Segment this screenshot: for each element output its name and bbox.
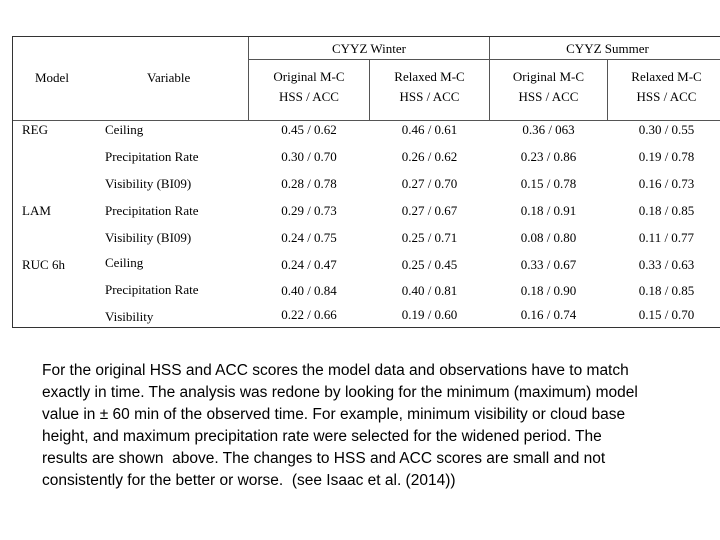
value-cell: 0.27 / 0.70 [401, 176, 458, 191]
value-cell: 0.33 / 0.63 [638, 257, 695, 272]
value-cell: 0.28 / 0.78 [281, 176, 337, 191]
caption-line: height, and maximum precipitation rate were selected for the widened period. The [42, 428, 602, 445]
value-cell: 0.30 / 0.55 [638, 122, 695, 137]
subheader-metric: HSS / ACC [518, 89, 579, 104]
subheader-label: Original M-C [273, 69, 345, 84]
value-cell: 0.18 / 0.85 [638, 203, 695, 218]
value-cell: 0.40 / 0.84 [281, 283, 337, 298]
group-header-summer: CYYZ Summer [566, 41, 649, 56]
subheader-summer-relaxed [608, 67, 720, 107]
variable-cell: Precipitation Rate [105, 282, 199, 297]
divider-group-header [248, 59, 720, 60]
value-cell: 0.40 / 0.81 [401, 283, 458, 298]
value-cell: 0.30 / 0.70 [281, 149, 337, 164]
subheader-winter-relaxed [370, 67, 489, 107]
caption-line: results are shown above. The changes to HSS and ACC scores are small and not [42, 450, 606, 467]
value-cell: 0.24 / 0.75 [281, 230, 337, 245]
variable-cell: Visibility [105, 309, 154, 324]
value-cell: 0.16 / 0.74 [520, 307, 577, 322]
caption-line: value in ± 60 min of the observed time. For example, minimum visibility or cloud base [42, 406, 626, 423]
variable-cell: Precipitation Rate [105, 203, 199, 218]
variable-cell: Precipitation Rate [105, 149, 199, 164]
value-cell: 0.08 / 0.80 [520, 230, 577, 245]
model-column-header: Model [35, 70, 69, 85]
subheader-metric: HSS / ACC [399, 89, 460, 104]
caption-line: exactly in time. The analysis was redone by looking for the minimum (maximum) model [42, 384, 638, 401]
variable-cell: Visibility (BI09) [105, 230, 192, 245]
value-cell: 0.45 / 0.62 [281, 122, 337, 137]
value-cell: 0.15 / 0.78 [520, 176, 577, 191]
value-cell: 0.18 / 0.85 [638, 283, 695, 298]
value-cell: 0.36 / 063 [522, 122, 575, 137]
subheader-metric: HSS / ACC [279, 89, 339, 104]
variable-column-header: Variable [147, 70, 191, 85]
value-cell: 0.18 / 0.90 [520, 283, 577, 298]
caption-line: For the original HSS and ACC scores the model data and observations have to match [42, 362, 629, 379]
value-cell: 0.19 / 0.78 [638, 149, 695, 164]
variable-cell: Ceiling [105, 255, 144, 270]
caption-line: consistently for the better or worse. (see Isaac et al. (2014)) [42, 472, 456, 489]
value-cell: 0.11 / 0.77 [638, 230, 695, 245]
subheader-metric: HSS / ACC [636, 89, 697, 104]
value-cell: 0.15 / 0.70 [638, 307, 695, 322]
subheader-winter-original [249, 67, 369, 107]
model-cell: REG [22, 122, 48, 137]
caption-paragraph [42, 360, 714, 492]
model-cell: LAM [22, 203, 51, 218]
value-cell: 0.33 / 0.67 [520, 257, 577, 272]
value-cell: 0.27 / 0.67 [401, 203, 458, 218]
value-cell: 0.22 / 0.66 [281, 307, 337, 322]
divider-header-bottom [13, 120, 720, 121]
subheader-label: Relaxed M-C [394, 69, 465, 84]
value-cell: 0.23 / 0.86 [520, 149, 577, 164]
value-cell: 0.26 / 0.62 [401, 149, 458, 164]
subheader-label: Original M-C [512, 69, 585, 84]
subheader-label: Relaxed M-C [631, 69, 702, 84]
value-cell: 0.24 / 0.47 [281, 257, 337, 272]
value-cell: 0.18 / 0.91 [520, 203, 577, 218]
value-cell: 0.46 / 0.61 [401, 122, 458, 137]
value-cell: 0.16 / 0.73 [638, 176, 695, 191]
value-cell: 0.29 / 0.73 [281, 203, 337, 218]
results-table [12, 36, 720, 328]
group-header-winter: CYYZ Winter [332, 41, 406, 56]
variable-cell: Ceiling [105, 122, 144, 137]
value-cell: 0.19 / 0.60 [401, 307, 458, 322]
variable-cell: Visibility (BI09) [105, 176, 192, 191]
value-cell: 0.25 / 0.71 [401, 230, 458, 245]
value-cell: 0.25 / 0.45 [401, 257, 458, 272]
model-cell: RUC 6h [22, 257, 65, 272]
subheader-summer-original [490, 67, 607, 107]
